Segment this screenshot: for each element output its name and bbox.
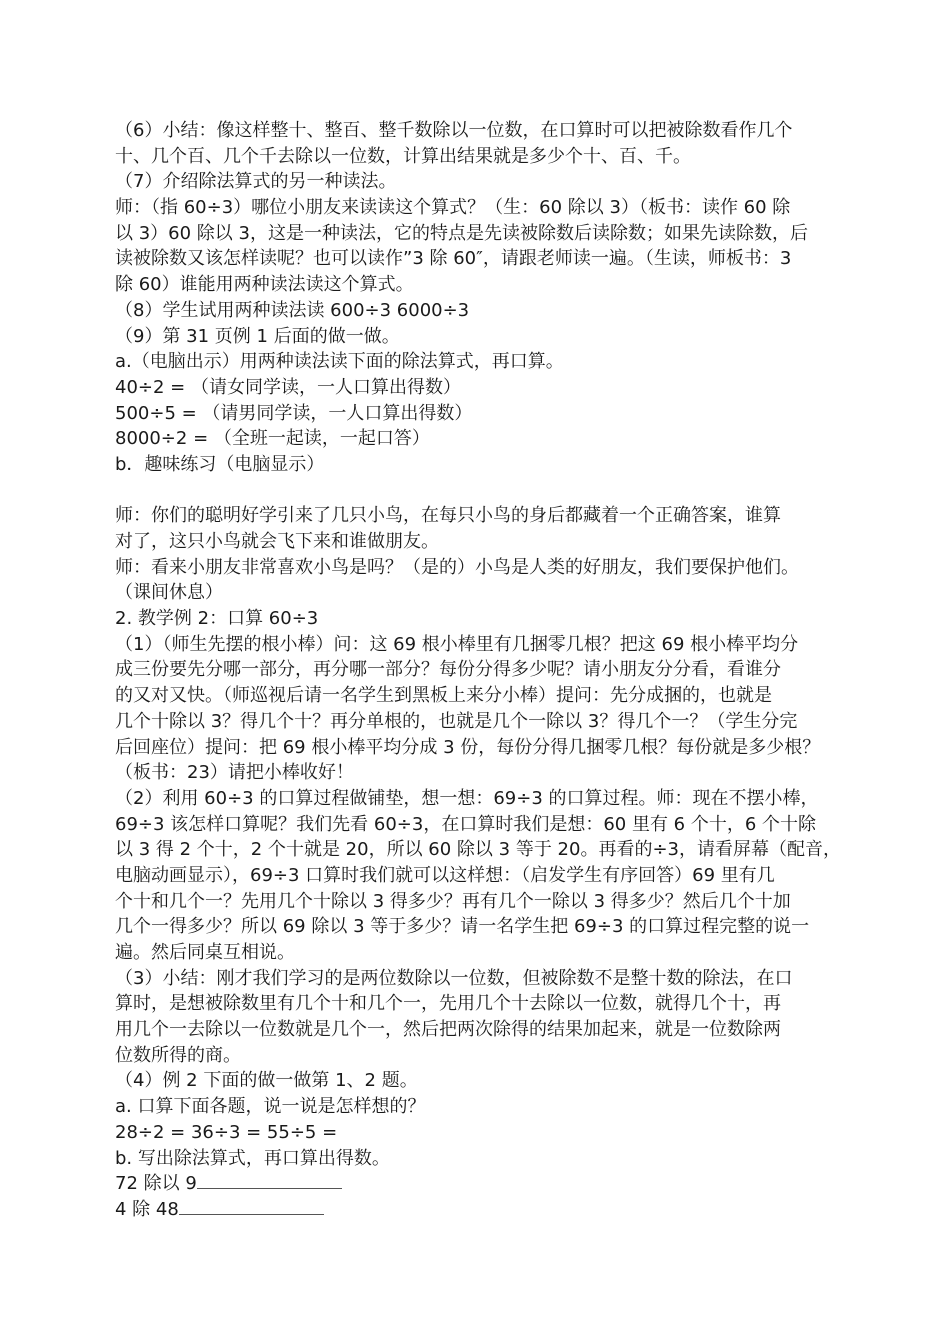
paragraph-line: 2. 教学例 2：口算 60÷3	[115, 608, 319, 630]
paragraph-line: （3）小结：刚才我们学习的是两位数除以一位数，但被除数不是整十数的除法，在口	[115, 967, 793, 989]
answer-blank[interactable]	[197, 1172, 342, 1189]
paragraph-line: 成三份要先分哪一部分，再分哪一部分？每份分得多少呢？请小朋友分分看，看谁分	[115, 659, 781, 681]
blank-line	[115, 478, 840, 504]
paragraph-line: 对了，这只小鸟就会飞下来和谁做朋友。	[115, 531, 439, 552]
paragraph-line: （7）介绍除法算式的另一种读法。	[115, 171, 397, 193]
paragraph-line: （板书：23）请把小棒收好！	[115, 762, 354, 784]
paragraph-line: 师：（指 60÷3）哪位小朋友来读读这个算式？（生：60 除以 3）（板书：读作 60 除	[115, 197, 791, 219]
paragraph-line: 69÷3 该怎样口算呢？我们先看 60÷3，在口算时我们是想：60 里有 6 个十，6 个十除	[115, 813, 817, 835]
paragraph-line: 算时，是想被除数里有几个十和几个一，先用几个十去除以一位数，就得几个十，再	[115, 993, 781, 1015]
paragraph-line: 几个十除以 3？得几个十？再分单根的，也就是几个一除以 3？得几个一？（学生分完	[115, 710, 798, 732]
paragraph-line: 遍。然后同桌互相说。	[115, 942, 295, 963]
paragraph-line: b．趣味练习（电脑显示）	[115, 453, 325, 475]
paragraph-line: （课间休息）	[115, 582, 223, 604]
paragraph-line: （4）例 2 下面的做一做第 1、2 题。	[115, 1070, 418, 1092]
paragraph-line: （6）小结：像这样整十、整百、整千数除以一位数，在口算时可以把被除数看作几个	[115, 120, 793, 141]
paragraph-line: 除 60）谁能用两种读法读这个算式。	[115, 274, 414, 296]
paragraph-line: 读被除数又该怎样读呢？也可以读作”3 除 60″，请跟老师读一遍。（生读，师板书：3	[115, 248, 792, 270]
paragraph-line: 以 3 得 2 个十，2 个十就是 20，所以 60 除以 3 等于 20。再看的÷3，请看屏幕（配音，	[115, 839, 841, 861]
paragraph-line: 以 3）60 除以 3，这是一种读法，它的特点是先读被除数后读除数；如果先读除数，后	[115, 222, 808, 244]
exercise-line	[115, 1171, 840, 1197]
answer-blank[interactable]	[179, 1198, 324, 1215]
paragraph-line: （2）利用 60÷3 的口算过程做铺垫，想一想：69÷3 的口算过程。师：现在不摆小棒，	[115, 787, 819, 809]
paragraph-line: a.（电脑出示）用两种读法读下面的除法算式，再口算。	[115, 351, 564, 373]
paragraph-line: b. 写出除法算式，再口算出得数。	[115, 1147, 390, 1169]
paragraph-line: 40÷2 = （请女同学读，一人口算出得数）	[115, 376, 461, 398]
paragraph-line: 用几个一去除以一位数就是几个一，然后把两次除得的结果加起来，就是一位数除两	[115, 1019, 781, 1041]
paragraph-line: 师：你们的聪明好学引来了几只小鸟，在每只小鸟的身后都藏着一个正确答案，谁算	[115, 505, 781, 527]
paragraph-line: 几个一得多少？所以 69 除以 3 等于多少？请一名学生把 69÷3 的口算过程完整的说一	[115, 916, 810, 938]
paragraph-line: 28÷2 = 36÷3 = 55÷5 =	[115, 1121, 338, 1143]
exercise-line	[115, 1197, 840, 1223]
paragraph-line: （8）学生试用两种读法读 600÷3 6000÷3	[115, 299, 470, 321]
paragraph-line: （1）（师生先摆的根小棒）问：这 69 根小棒里有几捆零几根？把这 69 根小棒平均分	[115, 633, 799, 655]
paragraph-line: 8000÷2 = （全班一起读，一起口答）	[115, 428, 430, 450]
paragraph-line: （9）第 31 页例 1 后面的做一做。	[115, 325, 400, 347]
paragraph-line: a. 口算下面各题，说一说是怎样想的？	[115, 1096, 426, 1118]
paragraph-line: 后回座位）提问：把 69 根小棒平均分成 3 份，每份分得几捆零几根？每份就是多少根？	[115, 736, 821, 758]
paragraph-line: 个十和几个一？先用几个十除以 3 得多少？再有几个一除以 3 得多少？然后几个十加	[115, 890, 791, 912]
paragraph-line: 的又对又快。（师巡视后请一名学生到黑板上来分小棒）提问：先分成捆的，也就是	[115, 685, 772, 707]
paragraph-line: 师：看来小朋友非常喜欢小鸟是吗？（是的）小鸟是人类的好朋友，我们要保护他们。	[115, 556, 799, 578]
document-body	[115, 118, 840, 1223]
paragraph-line: 位数所得的商。	[115, 1044, 241, 1066]
paragraph-line: 十、几个百、几个千去除以一位数，计算出结果就是多少个十、百、千。	[115, 145, 691, 167]
exercise-text: 4 除 48	[115, 1198, 179, 1220]
paragraph-line: 电脑动画显示），69÷3 口算时我们就可以这样想：（启发学生有序回答）69 里有几	[115, 864, 775, 886]
paragraph-line: 500÷5 = （请男同学读，一人口算出得数）	[115, 402, 473, 424]
exercise-text: 72 除以 9	[115, 1173, 197, 1195]
